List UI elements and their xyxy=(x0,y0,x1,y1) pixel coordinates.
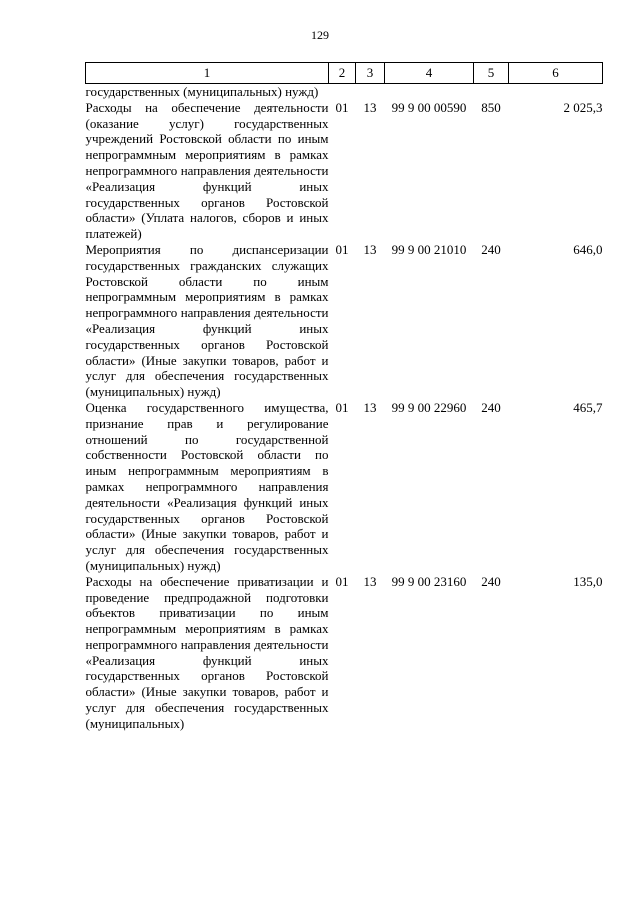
row-vr: 240 xyxy=(481,399,501,415)
row-rz: 01 xyxy=(335,241,349,257)
header-col-4: 4 xyxy=(385,63,474,84)
header-col-6: 6 xyxy=(509,63,603,84)
row-pr: 13 xyxy=(363,573,377,589)
row-vr: 240 xyxy=(481,573,501,589)
table-row xyxy=(86,574,603,732)
header-col-5: 5 xyxy=(474,63,509,84)
budget-table xyxy=(85,62,603,732)
table-row xyxy=(86,400,603,574)
header-col-1: 1 xyxy=(86,63,329,84)
table-row-continuation xyxy=(86,84,603,100)
row-csr: 99 9 00 21010 xyxy=(391,241,467,257)
row-pr: 13 xyxy=(363,241,377,257)
row-csr: 99 9 00 22960 xyxy=(391,399,467,415)
row-rz: 01 xyxy=(335,399,349,415)
table-row xyxy=(86,242,603,400)
row-amount: 465,7 xyxy=(573,399,603,415)
header-col-2: 2 xyxy=(329,63,356,84)
row-amount: 646,0 xyxy=(573,241,603,257)
row-pr: 13 xyxy=(363,99,377,115)
row-vr: 850 xyxy=(481,99,501,115)
row-description: Мероприятия по диспансеризации государственных гражданских служащих Ростовской области по иным непрограммным мероприятиям в рамках непрограммного направления деятельности «Реализация функций иных государственных органов Ростовской области» (Иные закупки товаров, работ и услуг для обеспечения государственных (муниципальных) нужд) xyxy=(85,241,329,400)
row-csr: 99 9 00 23160 xyxy=(391,573,467,589)
row-description: Оценка государственного имущества, признание прав и регулирование отношений по государственной собственности Ростовской области по иным непрограммным мероприятиям в рамках непрограммного направления деятельности «Реализация функций иных государственных органов Ростовской области» (Иные закупки товаров, работ и услуг для обеспечения государственных (муниципальных) нужд) xyxy=(85,399,329,573)
row-amount: 135,0 xyxy=(573,573,603,589)
row-amount: 2 025,3 xyxy=(563,99,603,115)
row-description: Расходы на обеспечение приватизации и проведение предпродажной подготовки объектов приватизации по иным непрограммным мероприятиям в рамках непрограммного направления деятельности «Реализация функций иных государственных органов Ростовской области» (Иные закупки товаров, работ и услуг для обеспечения государственных (муниципальных) xyxy=(85,573,329,731)
page-number: 129 xyxy=(311,28,329,42)
header-col-3: 3 xyxy=(356,63,385,84)
table-row xyxy=(86,100,603,242)
row-csr: 99 9 00 00590 xyxy=(391,99,467,115)
row-rz: 01 xyxy=(335,573,349,589)
row-rz: 01 xyxy=(335,99,349,115)
table-header-row xyxy=(86,63,603,84)
row-pr: 13 xyxy=(363,399,377,415)
continuation-text: государственных (муниципальных) нужд) xyxy=(85,84,319,99)
row-vr: 240 xyxy=(481,241,501,257)
row-description: Расходы на обеспечение деятельности (оказание услуг) государственных учреждений Ростовской области по иным непрограммным мероприятиям в рамках непрограммного направления деятельности «Реализация функций иных государственных органов Ростовской области» (Уплата налогов, сборов и иных платежей) xyxy=(85,99,329,242)
